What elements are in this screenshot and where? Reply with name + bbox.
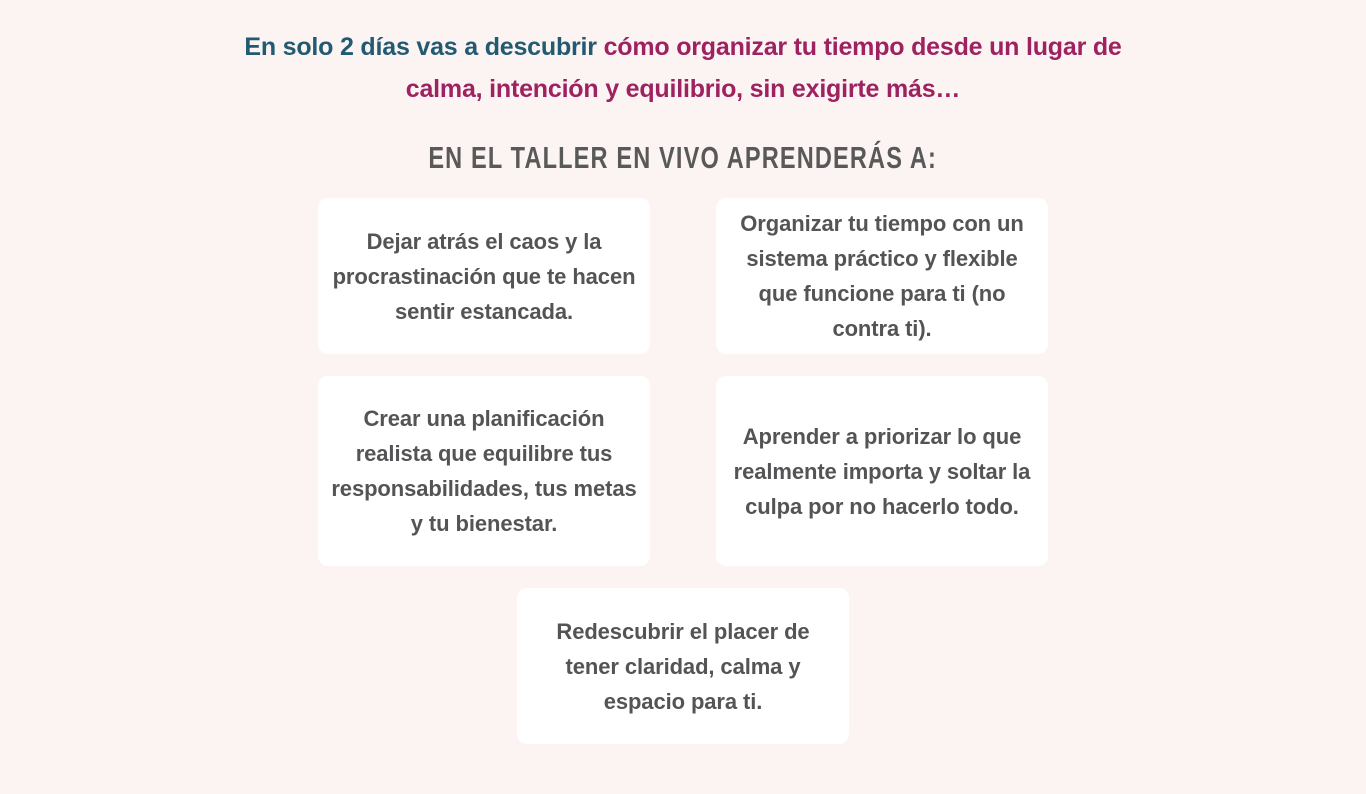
benefit-card-text: Aprender a priorizar lo que realmente importa y soltar la culpa por no hacerlo todo. [733, 423, 1031, 519]
benefit-card-text: Crear una planificación realista que equilibre tus responsabilidades, tus metas y tu bienestar. [331, 406, 637, 536]
benefit-card [716, 198, 1048, 354]
section-heading-text: EN EL TALLER EN VIVO APRENDERÁS A: [428, 140, 938, 175]
benefit-card [318, 376, 650, 566]
benefit-card [318, 198, 650, 354]
benefit-card-text: Dejar atrás el caos y la procrastinación que te hacen sentir estancada. [332, 228, 636, 324]
benefit-card [517, 588, 849, 744]
headline-magenta-part-line1: cómo organizar tu tiempo desde un lugar de [603, 33, 1122, 61]
benefit-card [716, 376, 1048, 566]
benefit-card-text: Organizar tu tiempo con un sistema práctico y flexible que funcione para ti (no contra ti). [740, 211, 1024, 341]
benefit-card-text: Redescubrir el placer de tener claridad, calma y espacio para ti. [556, 618, 810, 714]
headline [193, 0, 1173, 110]
section-heading [0, 138, 1366, 178]
benefits-row-1 [318, 198, 1048, 354]
benefits-grid [318, 198, 1048, 744]
headline-teal-part: En solo 2 días vas a descubrir [244, 33, 604, 61]
benefits-row-2 [318, 376, 1048, 566]
benefits-row-3 [318, 588, 1048, 744]
headline-magenta-part-line2: calma, intención y equilibrio, sin exigirte más… [405, 75, 961, 103]
